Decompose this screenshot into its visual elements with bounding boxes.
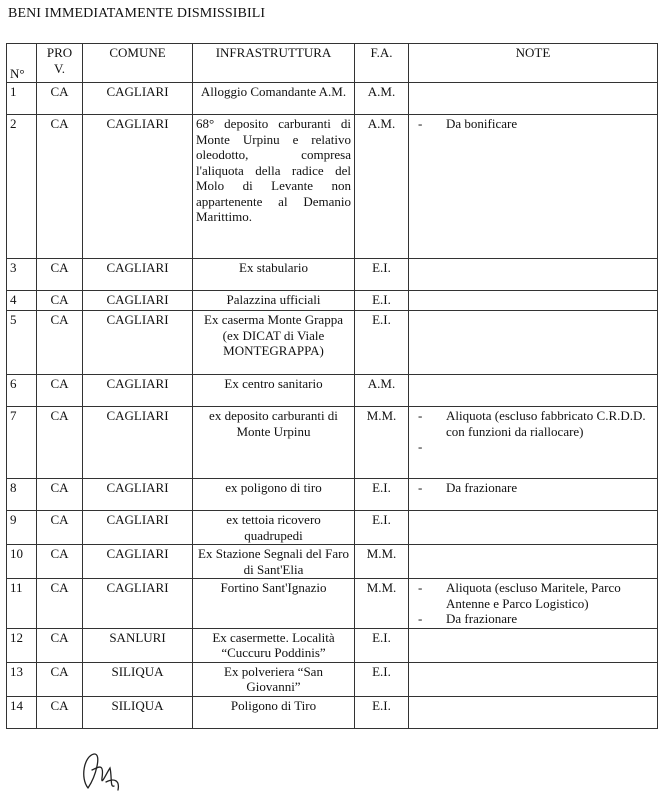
- row-prov: CA: [37, 291, 83, 311]
- table-row: [7, 407, 658, 479]
- row-fa: E.I.: [355, 511, 409, 545]
- header-note: NOTE: [409, 44, 658, 83]
- table-row: [7, 479, 658, 511]
- row-prov: CA: [37, 628, 83, 662]
- row-prov: CA: [37, 259, 83, 291]
- note-item: - Da bonificare: [418, 116, 518, 131]
- row-number: 14: [7, 696, 37, 728]
- row-number: 1: [7, 83, 37, 115]
- row-number: 2: [7, 115, 37, 259]
- row-number: 5: [7, 311, 37, 375]
- header-prov: PRO V.: [37, 44, 83, 83]
- row-fa: M.M.: [355, 407, 409, 479]
- header-comune: COMUNE: [83, 44, 193, 83]
- row-comune: SANLURI: [83, 628, 193, 662]
- table-row: [7, 662, 658, 696]
- row-fa: A.M.: [355, 83, 409, 115]
- row-infrastruttura: Fortino Sant'Ignazio: [193, 579, 355, 629]
- note-text: Da frazionare: [446, 611, 518, 626]
- table-row: [7, 579, 658, 629]
- row-fa: E.I.: [355, 479, 409, 511]
- row-prov: CA: [37, 115, 83, 259]
- row-fa: A.M.: [355, 375, 409, 407]
- row-notes: [409, 662, 658, 696]
- row-number: 11: [7, 579, 37, 629]
- table-row: [7, 545, 658, 579]
- row-prov: CA: [37, 311, 83, 375]
- row-number: 3: [7, 259, 37, 291]
- row-prov: CA: [37, 545, 83, 579]
- row-comune: CAGLIARI: [83, 259, 193, 291]
- table-row: [7, 696, 658, 728]
- row-comune: CAGLIARI: [83, 83, 193, 115]
- header-infrastruttura: INFRASTRUTTURA: [193, 44, 355, 83]
- row-number: 4: [7, 291, 37, 311]
- row-fa: M.M.: [355, 545, 409, 579]
- row-fa: E.I.: [355, 259, 409, 291]
- row-infrastruttura: Ex centro sanitario: [193, 375, 355, 407]
- row-number: 7: [7, 407, 37, 479]
- row-fa: M.M.: [355, 579, 409, 629]
- row-notes: [409, 696, 658, 728]
- header-num: N°: [7, 44, 37, 83]
- row-fa: A.M.: [355, 115, 409, 259]
- row-comune: CAGLIARI: [83, 291, 193, 311]
- row-fa: E.I.: [355, 662, 409, 696]
- row-comune: CAGLIARI: [83, 579, 193, 629]
- header-fa: F.A.: [355, 44, 409, 83]
- row-prov: CA: [37, 83, 83, 115]
- row-infrastruttura: Ex caserma Monte Grappa (ex DICAT di Viale MONTEGRAPPA): [193, 311, 355, 375]
- row-prov: CA: [37, 407, 83, 479]
- note-text: Aliquota (escluso fabbricato C.R.D.D. con funzioni da riallocare): [446, 408, 646, 439]
- table-row: [7, 259, 658, 291]
- row-infrastruttura: Ex Stazione Segnali del Faro di Sant'Elia: [193, 545, 355, 579]
- note-item: -: [418, 439, 423, 454]
- row-fa: E.I.: [355, 696, 409, 728]
- row-notes: [409, 628, 658, 662]
- note-text: Da frazionare: [446, 480, 518, 495]
- row-fa: E.I.: [355, 291, 409, 311]
- row-notes: [409, 115, 658, 259]
- page-title: BENI IMMEDIATAMENTE DISMISSIBILI: [8, 6, 266, 21]
- row-number: 6: [7, 375, 37, 407]
- row-number: 10: [7, 545, 37, 579]
- row-prov: CA: [37, 479, 83, 511]
- row-prov: CA: [37, 375, 83, 407]
- note-item: - Aliquota (escluso fabbricato C.R.D.D. con funzioni da riallocare): [418, 408, 646, 439]
- row-comune: CAGLIARI: [83, 375, 193, 407]
- row-prov: CA: [37, 662, 83, 696]
- row-notes: [409, 375, 658, 407]
- table-row: [7, 115, 658, 259]
- table-row: [7, 628, 658, 662]
- header-row: [7, 44, 658, 83]
- row-number: 9: [7, 511, 37, 545]
- row-notes: [409, 311, 658, 375]
- row-infrastruttura: Ex casermette. Località “Cuccuru Poddinis”: [193, 628, 355, 662]
- handwritten-signature-icon: [74, 748, 134, 794]
- row-infrastruttura: Ex stabulario: [193, 259, 355, 291]
- row-infrastruttura: Palazzina ufficiali: [193, 291, 355, 311]
- row-comune: CAGLIARI: [83, 479, 193, 511]
- row-notes: [409, 545, 658, 579]
- note-text: Da bonificare: [446, 116, 518, 131]
- row-infrastruttura: ex tettoia ricovero quadrupedi: [193, 511, 355, 545]
- row-prov: CA: [37, 579, 83, 629]
- row-comune: CAGLIARI: [83, 407, 193, 479]
- table-row: [7, 511, 658, 545]
- row-notes: [409, 511, 658, 545]
- row-notes: [409, 479, 658, 511]
- row-prov: CA: [37, 696, 83, 728]
- row-infrastruttura: Alloggio Comandante A.M.: [193, 83, 355, 115]
- note-item: - Da frazionare: [418, 480, 518, 495]
- row-comune: CAGLIARI: [83, 311, 193, 375]
- row-comune: CAGLIARI: [83, 115, 193, 259]
- table-row: [7, 311, 658, 375]
- row-number: 8: [7, 479, 37, 511]
- row-infrastruttura: 68° deposito carburanti di Monte Urpinu e relativo oleodotto, compresa l'aliquota della radice del Molo di Levante non appartenente al Demanio Marittimo.: [193, 115, 355, 259]
- note-item: - Aliquota (escluso Maritele, Parco Antenne e Parco Logistico): [418, 580, 621, 611]
- note-item: - Da frazionare: [418, 611, 518, 626]
- row-notes: [409, 83, 658, 115]
- row-comune: CAGLIARI: [83, 545, 193, 579]
- row-number: 13: [7, 662, 37, 696]
- row-comune: CAGLIARI: [83, 511, 193, 545]
- row-notes: [409, 259, 658, 291]
- row-comune: SILIQUA: [83, 662, 193, 696]
- row-infrastruttura: ex deposito carburanti di Monte Urpinu: [193, 407, 355, 479]
- assets-table: [6, 43, 658, 729]
- row-comune: SILIQUA: [83, 696, 193, 728]
- table-row: [7, 83, 658, 115]
- row-notes: [409, 407, 658, 479]
- row-infrastruttura: Ex polveriera “San Giovanni”: [193, 662, 355, 696]
- note-text: Aliquota (escluso Maritele, Parco Antenne e Parco Logistico): [446, 580, 621, 611]
- table-row: [7, 291, 658, 311]
- row-infrastruttura: ex poligono di tiro: [193, 479, 355, 511]
- row-notes: [409, 291, 658, 311]
- row-fa: E.I.: [355, 628, 409, 662]
- row-notes: [409, 579, 658, 629]
- row-infrastruttura: Poligono di Tiro: [193, 696, 355, 728]
- row-prov: CA: [37, 511, 83, 545]
- row-fa: E.I.: [355, 311, 409, 375]
- table-row: [7, 375, 658, 407]
- row-number: 12: [7, 628, 37, 662]
